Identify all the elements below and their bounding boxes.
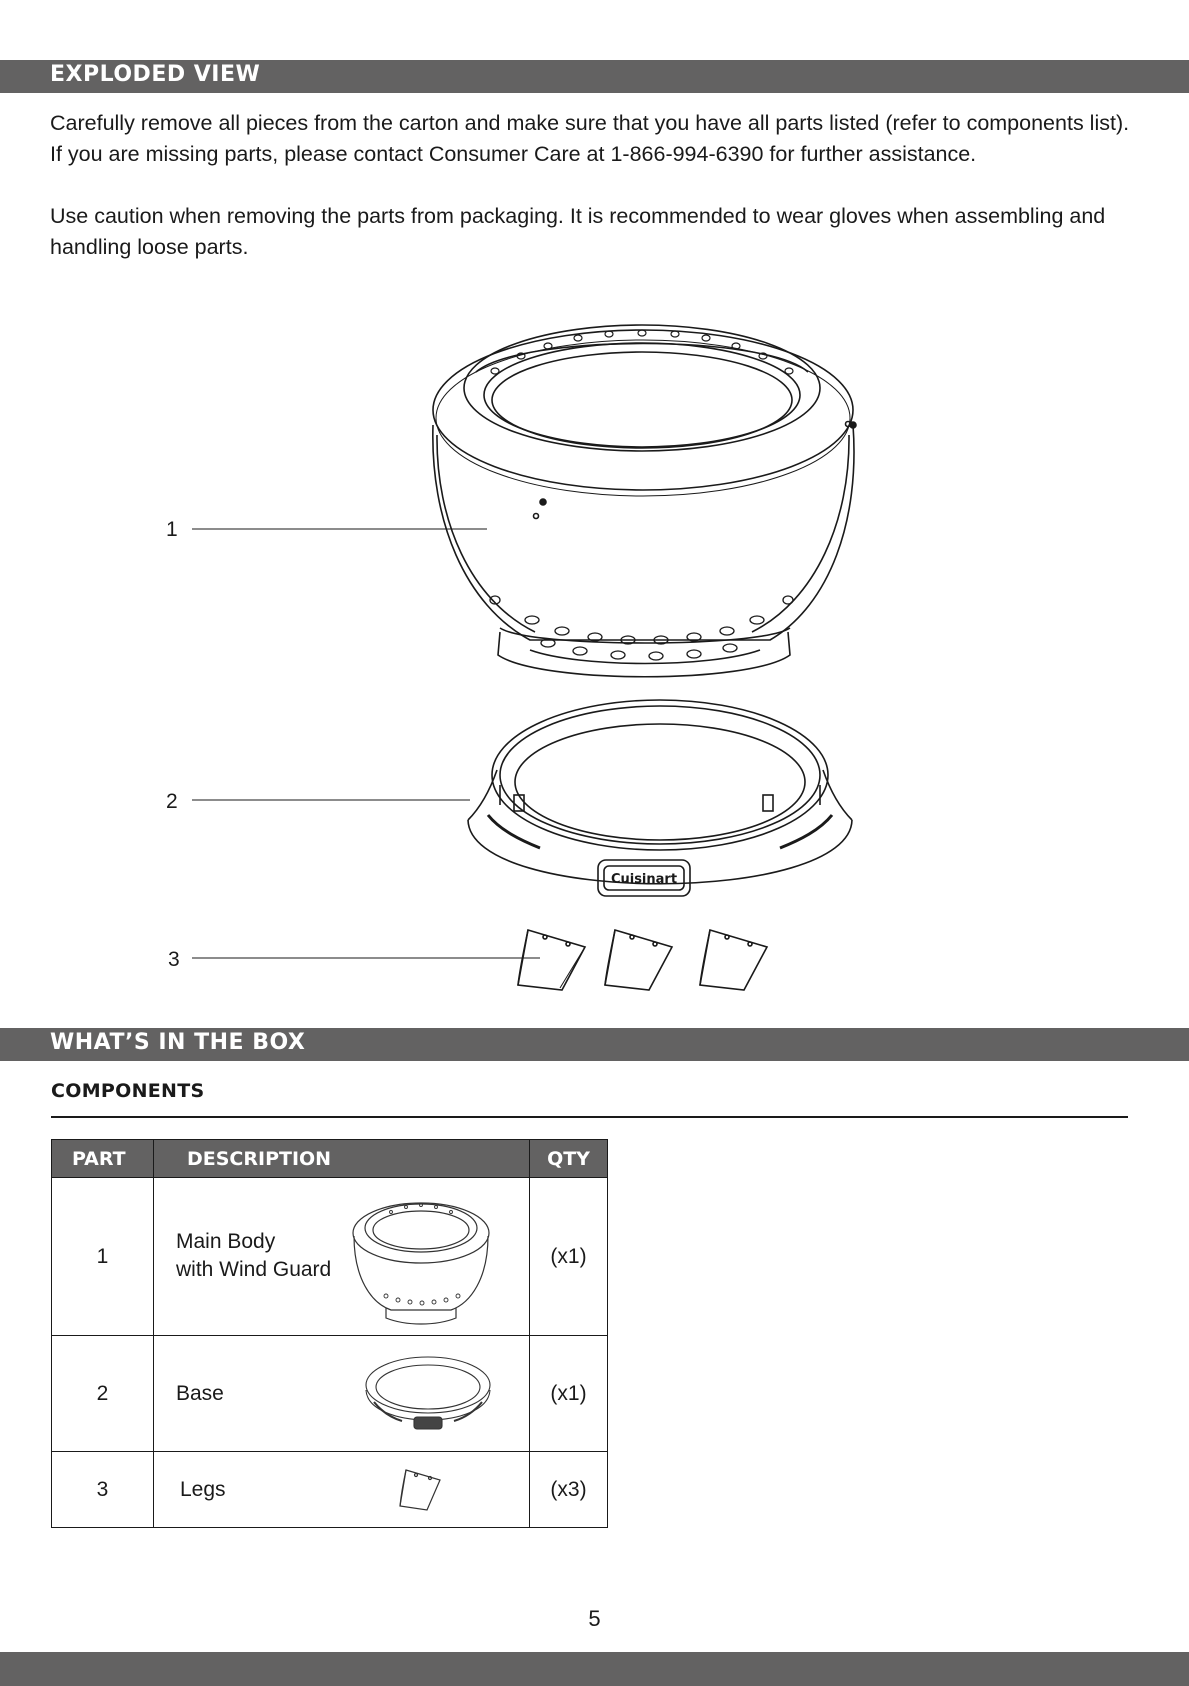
footer-bar — [0, 1652, 1189, 1686]
table-header-row — [52, 1140, 608, 1178]
intro-line: Carefully remove all pieces from the carton and make sure that you have all parts listed (refer to components list). — [50, 111, 1130, 135]
table-row — [52, 1178, 608, 1336]
section-title: EXPLODED VIEW — [50, 62, 261, 87]
page-number: 5 — [588, 1606, 601, 1631]
part-qty: (x1) — [530, 1336, 608, 1452]
components-table — [51, 1139, 608, 1528]
header-qty: QTY — [530, 1140, 608, 1178]
header-description: DESCRIPTION — [154, 1140, 530, 1178]
part-number: 2 — [52, 1336, 154, 1452]
brand-badge: Cuisinart — [610, 872, 678, 887]
intro-line: handling loose parts. — [50, 235, 249, 259]
callout-number-1: 1 — [166, 518, 178, 541]
part-description-cell — [154, 1178, 530, 1336]
part-description-cell — [154, 1452, 530, 1528]
leg-illustration — [700, 930, 767, 990]
part-qty: (x3) — [530, 1452, 608, 1528]
part-number: 1 — [52, 1178, 154, 1336]
legs-illustration — [518, 930, 767, 990]
table-row — [52, 1336, 608, 1452]
part-qty: (x1) — [530, 1178, 608, 1336]
main-body-illustration — [433, 325, 856, 677]
leg-illustration — [605, 930, 672, 990]
part-description: Base — [176, 1382, 224, 1405]
part-description: Main Body — [176, 1230, 276, 1253]
section-header-exploded-view — [0, 60, 1189, 93]
exploded-view-diagram — [0, 300, 1189, 1020]
part-description: Legs — [180, 1478, 226, 1501]
components-heading: COMPONENTS — [51, 1080, 205, 1102]
header-part: PART — [52, 1140, 154, 1178]
base-thumbnail — [362, 1350, 494, 1440]
leg-thumbnail — [394, 1466, 446, 1516]
part-description-cell — [154, 1336, 530, 1452]
section-title: WHAT’S IN THE BOX — [50, 1030, 306, 1055]
part-number: 3 — [52, 1452, 154, 1528]
leg-illustration — [518, 930, 585, 990]
intro-paragraph-caution — [50, 201, 1140, 263]
intro-line: If you are missing parts, please contact Consumer Care at 1-866-994-6390 for further assistance. — [50, 142, 977, 166]
main-body-thumbnail — [346, 1188, 496, 1326]
part-description: with Wind Guard — [176, 1258, 332, 1281]
intro-paragraph-parts — [50, 108, 1140, 170]
components-divider — [51, 1116, 1128, 1118]
callout-number-2: 2 — [166, 790, 178, 813]
section-header-whats-in-the-box — [0, 1028, 1189, 1061]
base-illustration — [468, 700, 852, 896]
intro-line: Use caution when removing the parts from packaging. It is recommended to wear gloves when assembling and — [50, 204, 1106, 228]
table-row — [52, 1452, 608, 1528]
callout-number-3: 3 — [168, 948, 180, 971]
